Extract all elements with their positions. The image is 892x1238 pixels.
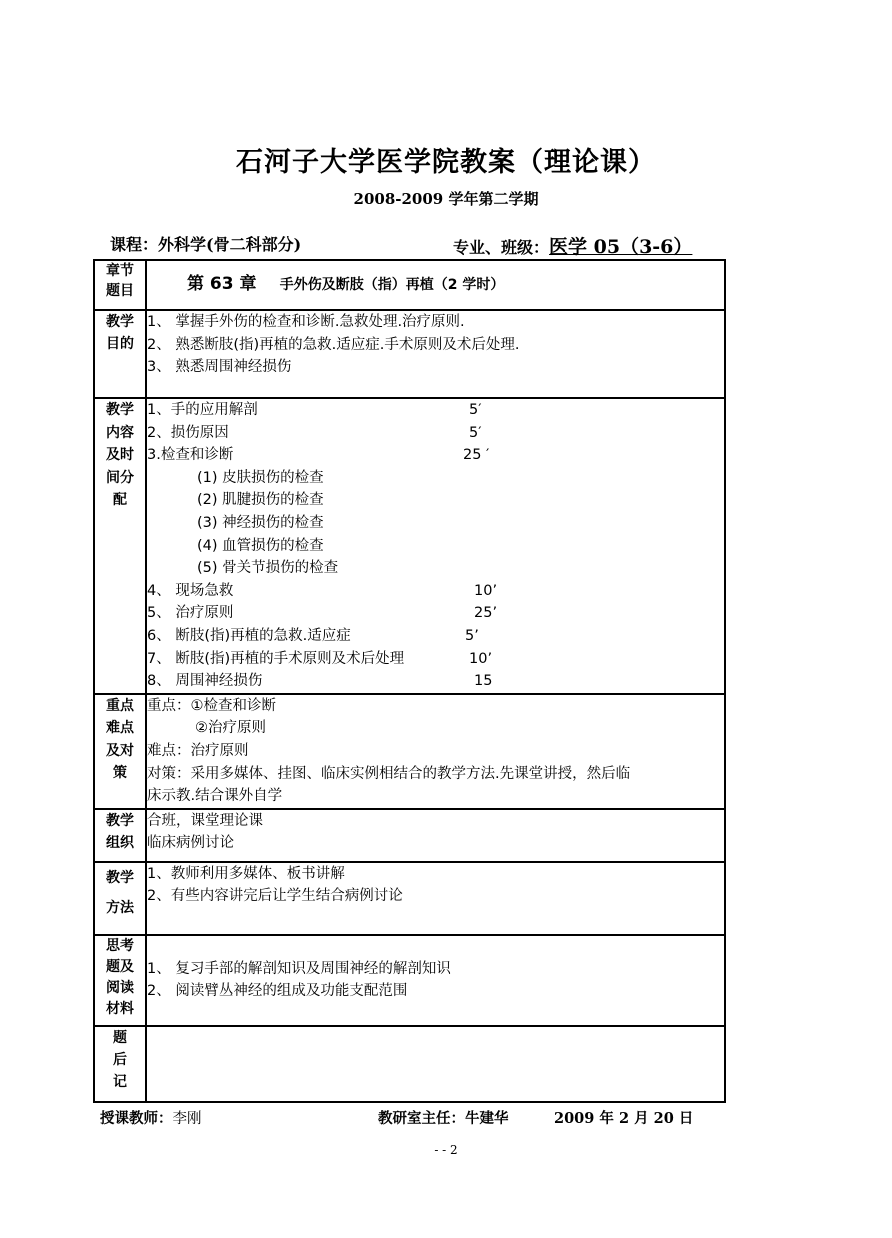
row-methods [94, 862, 725, 935]
reading-line: 1、 复习手部的解剖知识及周围神经的解剖知识 [147, 960, 451, 977]
content-item: 3.检查和诊断 25 ′ [147, 444, 724, 467]
method-line: 2、有些内容讲完后让学生结合病例讨论 [147, 888, 403, 905]
organization-cell [146, 809, 725, 862]
major-label: 专业、班级： [453, 238, 550, 257]
content-subitem: (4) 血管损伤的检查 [197, 537, 324, 554]
organization-line: 临床病例讨论 [147, 835, 234, 852]
course-value: 外科学(骨二科部分) [158, 235, 302, 254]
row-keypoints [94, 694, 725, 809]
major-value: 医学 05（3-6） [549, 236, 693, 258]
lesson-plan-table [93, 259, 726, 1103]
course-field [110, 232, 301, 255]
date-text: 2009 年 2 月 20 日 [554, 1110, 694, 1127]
time-value: 5′ [469, 424, 482, 441]
content-item: 6、 断肢(指)再植的急救.适应症 5’ [147, 625, 724, 648]
keypoint-line: 对策：采用多媒体、挂图、临床实例相结合的教学方法.先课堂讲授，然后临 [147, 765, 631, 782]
teacher-field [100, 1107, 202, 1128]
objectives-cell [146, 310, 725, 398]
reading-cell [146, 935, 725, 1026]
content-item: 1、手的应用解剖 5′ [147, 399, 724, 422]
row-chapter [94, 260, 725, 310]
row-reading [94, 935, 725, 1026]
teacher-name: 李刚 [172, 1111, 202, 1127]
content-item: 5、 治疗原则 25’ [147, 602, 724, 625]
term-subtitle: 2008-2009 学年第二学期 [353, 190, 539, 208]
director-label: 教研室主任：牛建华 [378, 1110, 509, 1127]
content-item: 7、 断肢(指)再植的手术原则及术后处理 10’ [147, 648, 724, 671]
keypoints-cell [146, 694, 725, 809]
time-value: 5’ [465, 627, 479, 644]
time-value: 25’ [474, 605, 498, 622]
objectives-label: 教学目的 [94, 310, 146, 398]
time-value: 10’ [474, 582, 498, 599]
teacher-label: 授课教师： [100, 1110, 173, 1127]
objective-item: 2、 熟悉断肢(指)再植的急救.适应症.手术原则及术后处理. [147, 336, 520, 353]
row-content [94, 398, 725, 694]
keypoint-line: 难点：治疗原则 [147, 742, 249, 759]
chapter-title: 手外伤及断肢（指）再植（2 学时） [279, 277, 505, 294]
major-field [453, 232, 692, 259]
row-organization [94, 809, 725, 862]
content-subitem: (3) 神经损伤的检查 [197, 514, 324, 531]
objective-item: 1、 掌握手外伤的检查和诊断.急救处理.治疗原则. [147, 314, 465, 330]
method-line: 1、教师利用多媒体、板书讲解 [147, 865, 345, 882]
keypoints-label: 重点难点及对策 [94, 694, 146, 809]
chapter-number: 第 63 章 [187, 274, 257, 295]
objective-item: 3、 熟悉周围神经损伤 [147, 359, 292, 376]
chapter-cell [146, 260, 725, 310]
content-subitem: (5) 骨关节损伤的检查 [197, 560, 339, 577]
time-value: 15 [474, 673, 493, 690]
content-item: 2、损伤原因 5′ [147, 422, 724, 445]
content-subitem: (1) 皮肤损伤的检查 [197, 469, 324, 486]
content-cell [146, 398, 725, 694]
methods-label: 教学方法 [94, 862, 146, 935]
postscript-cell [146, 1026, 725, 1102]
keypoint-line: 床示教.结合课外自学 [147, 788, 283, 805]
footer-signature [100, 1107, 740, 1131]
time-value: 5′ [469, 402, 482, 418]
time-value: 10’ [469, 650, 493, 667]
page-number: - - 2 [434, 1143, 458, 1157]
content-item: 4、 现场急救 10’ [147, 580, 724, 603]
row-postscript [94, 1026, 725, 1102]
time-value: 25 ′ [463, 447, 490, 464]
keypoint-line: 重点：①检查和诊断 [147, 697, 276, 714]
course-label: 课程： [110, 235, 159, 254]
keypoint-line: ②治疗原则 [195, 720, 266, 737]
postscript-label: 题后记 [94, 1026, 146, 1102]
organization-label: 教学组织 [94, 809, 146, 862]
course-meta-row [110, 230, 730, 256]
reading-label: 思考题及阅读材料 [94, 935, 146, 1026]
organization-line: 合班，课堂理论课 [147, 812, 263, 829]
content-label: 教学内容及时间分配 [94, 398, 146, 694]
methods-cell [146, 862, 725, 935]
content-item: 8、 周围神经损伤 15 [147, 670, 724, 693]
reading-line: 2、 阅读臂丛神经的组成及功能支配范围 [147, 983, 408, 1000]
chapter-label: 章节题目 [94, 260, 146, 310]
content-subitem: (2) 肌腱损伤的检查 [197, 492, 324, 509]
page-title: 石河子大学医学院教案（理论课） [236, 147, 656, 178]
row-objectives [94, 310, 725, 398]
